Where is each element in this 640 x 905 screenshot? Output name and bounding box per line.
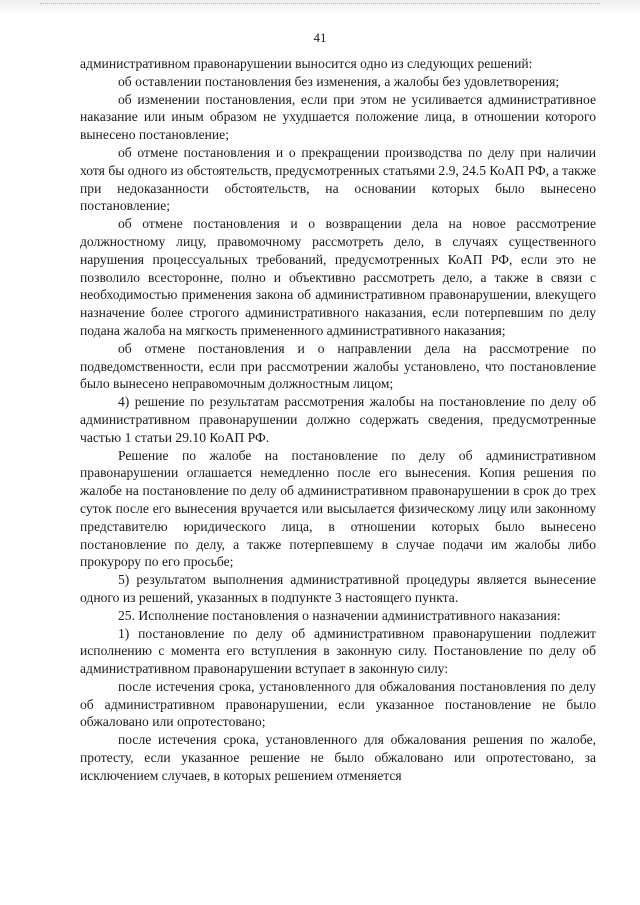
scan-artifact: [40, 3, 600, 7]
paragraph-return-for-review: об отмене постановления и о возвращении дела на новое рассмотрение должностному лицу, правомочному рассмотреть дело, в случаях существенного нарушения процессуальных требований, предусмотренных КоАП РФ, если это не позволило всесторонне, полно и объективно рассмотреть дело, а также в связи с необходимостью применения закона об административном правонарушении, влекущего назначение более строгого административного наказания, если потерпевшим по делу подана жалоба на мягкость примененного административного наказания;: [80, 216, 596, 338]
paragraph-item-1: 1) постановление по делу об административном правонарушении подлежит исполнению с момента его вступления в законную силу. Постановление по делу об административном правонарушении вступает в законную силу:: [80, 625, 596, 677]
paragraph-section-25: 25. Исполнение постановления о назначении административного наказания:: [118, 607, 561, 623]
paragraph-jurisdiction: об отмене постановления и о направлении дела на рассмотрение по подведомственности, если при рассмотрении жалобы установлено, что постановление было вынесено неправомочным должностным лицом;: [80, 340, 596, 392]
paragraph-leave-unchanged: об оставлении постановления без изменения, а жалобы без удовлетворения;: [118, 73, 560, 89]
page-number: 41: [313, 30, 327, 45]
scan-edge: [0, 0, 640, 14]
paragraph-announcement: Решение по жалобе на постановление по делу об административном правонарушении оглашается немедленно после его вынесения. Копия решения по жалобе на постановление по делу об административном правонарушении в срок до трех суток после его вынесения вручается или высылается физическому лицу или законному представителю юридического лица, в отношении которых было вынесено постановление по делу, а также потерпевшему в случае подачи им жалобы либо прокурору по его просьбе;: [80, 447, 596, 570]
paragraph-terminate: об отмене постановления и о прекращении производства по делу при наличии хотя бы одного из обстоятельств, предусмотренных статьями 2.9, 24.5 КоАП РФ, а также при недоказанности обстоятельств, на основании которых было вынесено постановление;: [80, 144, 596, 214]
paragraph-item-5: 5) результатом выполнения административной процедуры является вынесение одного из решений, указанных в подпункте 3 настоящего пункта.: [80, 572, 596, 605]
paragraph-effect-after-appeal-period: после истечения срока, установленного для обжалования постановления по делу об административном правонарушении, если указанное постановление не было обжаловано или опротестовано;: [80, 678, 596, 730]
paragraph-effect-after-decision-period: после истечения срока, установленного для обжалования решения по жалобе, протесту, если указанное решение не было обжаловано или опротестовано, за исключением случаев, в которых решением отменяется: [80, 732, 596, 783]
paragraph-item-4: 4) решение по результатам рассмотрения жалобы на постановление по делу об административном правонарушении должно содержать сведения, предусмотренные частью 1 статьи 29.10 КоАП РФ.: [80, 394, 596, 445]
paragraph-continuation: административном правонарушении выносится одно из следующих решений:: [80, 56, 533, 71]
document-body: [80, 55, 596, 785]
paragraph-modify: об изменении постановления, если при этом не усиливается административное наказание или иным образом не ухудшается положение лица, в отношении которого вынесено постановление;: [80, 91, 596, 143]
